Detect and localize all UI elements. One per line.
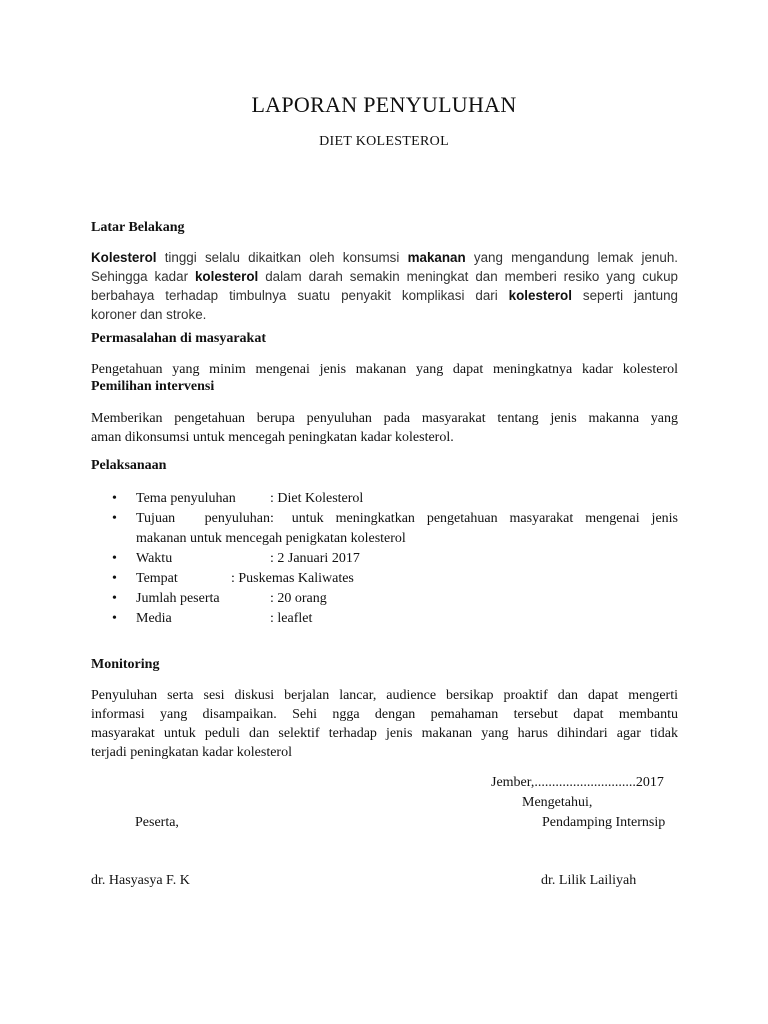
item-value: : untuk meningkatkan pengetahuan masyarakat mengenai jenis <box>270 511 678 526</box>
list-item <box>112 609 678 629</box>
list-item <box>112 509 678 549</box>
item-label: Jumlah peserta <box>136 591 220 606</box>
monitoring-paragraph: Penyuluhan serta sesi diskusi berjalan lancar, audience bersikap proaktif dan dapat mengerti informasi yang disampaikan. Sehi ngga dengan pemahaman tersebut dapat membantu masyarakat untuk peduli dan selektif terhadap jenis makanan yang harus dihindari agar tidak terjadi peningkatan kadar kolesterol <box>91 688 678 760</box>
section-heading-pelaksanaan: Pelaksanaan <box>91 458 167 473</box>
bullet-icon: • <box>112 611 117 626</box>
item-value: : Puskemas Kaliwates <box>231 571 354 586</box>
item-value: : 20 orang <box>270 591 327 606</box>
pelaksanaan-list <box>112 489 678 629</box>
item-value: : 2 Januari 2017 <box>270 551 360 566</box>
bullet-icon: • <box>112 551 117 566</box>
pemilihan-paragraph: Memberikan pengetahuan berupa penyuluhan pada masyarakat tentang jenis makanna yang aman dikonsumsi untuk mencegah peningkatan kadar kolesterol. <box>91 411 678 445</box>
list-item <box>112 589 678 609</box>
latar-belakang-line-2: Sehingga kadar kolesterol dalam darah semakin meningkat dan memberi resiko yang cukup <box>91 269 679 284</box>
acknowledged-label: Mengetahui, <box>522 795 593 810</box>
report-subtitle: DIET KOLESTEROL <box>319 134 449 149</box>
report-title: LAPORAN PENYULUHAN <box>251 92 517 117</box>
latar-belakang-paragraph <box>91 248 678 324</box>
permasalahan-paragraph: Pengetahuan yang minim mengenai jenis makanan yang dapat meningkatnya kadar kolesterol <box>91 362 678 377</box>
item-label: Tujuan penyuluhan <box>136 511 270 526</box>
latar-belakang-line-4: koroner dan stroke. <box>91 307 207 322</box>
supervisor-name: dr. Lilik Lailiyah <box>541 873 637 888</box>
latar-belakang-line-1: Kolesterol tinggi selalu dikaitkan oleh konsumsi makanan yang mengandung lemak jenuh. <box>91 250 678 265</box>
item-value: : Diet Kolesterol <box>270 491 364 506</box>
section-heading-monitoring: Monitoring <box>91 657 160 672</box>
bullet-icon: • <box>112 571 117 586</box>
bullet-icon: • <box>112 511 117 526</box>
section-heading-latar-belakang: Latar Belakang <box>91 220 185 235</box>
item-value-continued: makanan untuk mencegah penigkatan kolesterol <box>136 531 406 546</box>
supervisor-role: Pendamping Internsip <box>542 815 666 830</box>
item-label: Waktu <box>136 551 173 566</box>
item-label: Tema penyuluhan <box>136 491 236 506</box>
list-item <box>112 549 678 569</box>
participant-role: Peserta, <box>135 815 179 830</box>
bullet-icon: • <box>112 591 117 606</box>
section-heading-permasalahan: Permasalahan di masyarakat <box>91 331 266 346</box>
list-item <box>112 569 678 589</box>
item-value: : leaflet <box>270 611 313 626</box>
bullet-icon: • <box>112 491 117 506</box>
list-item <box>112 489 678 509</box>
item-label: Tempat <box>136 571 178 586</box>
item-label: Media <box>136 611 172 626</box>
section-heading-pemilihan-intervensi: Pemilihan intervensi <box>91 379 215 394</box>
place-date: Jember,.............................2017 <box>491 775 664 790</box>
participant-name: dr. Hasyasya F. K <box>91 873 190 888</box>
latar-belakang-line-3: berbahaya terhadap timbulnya suatu penyakit komplikasi dari kolesterol seperti jantung <box>91 288 678 303</box>
